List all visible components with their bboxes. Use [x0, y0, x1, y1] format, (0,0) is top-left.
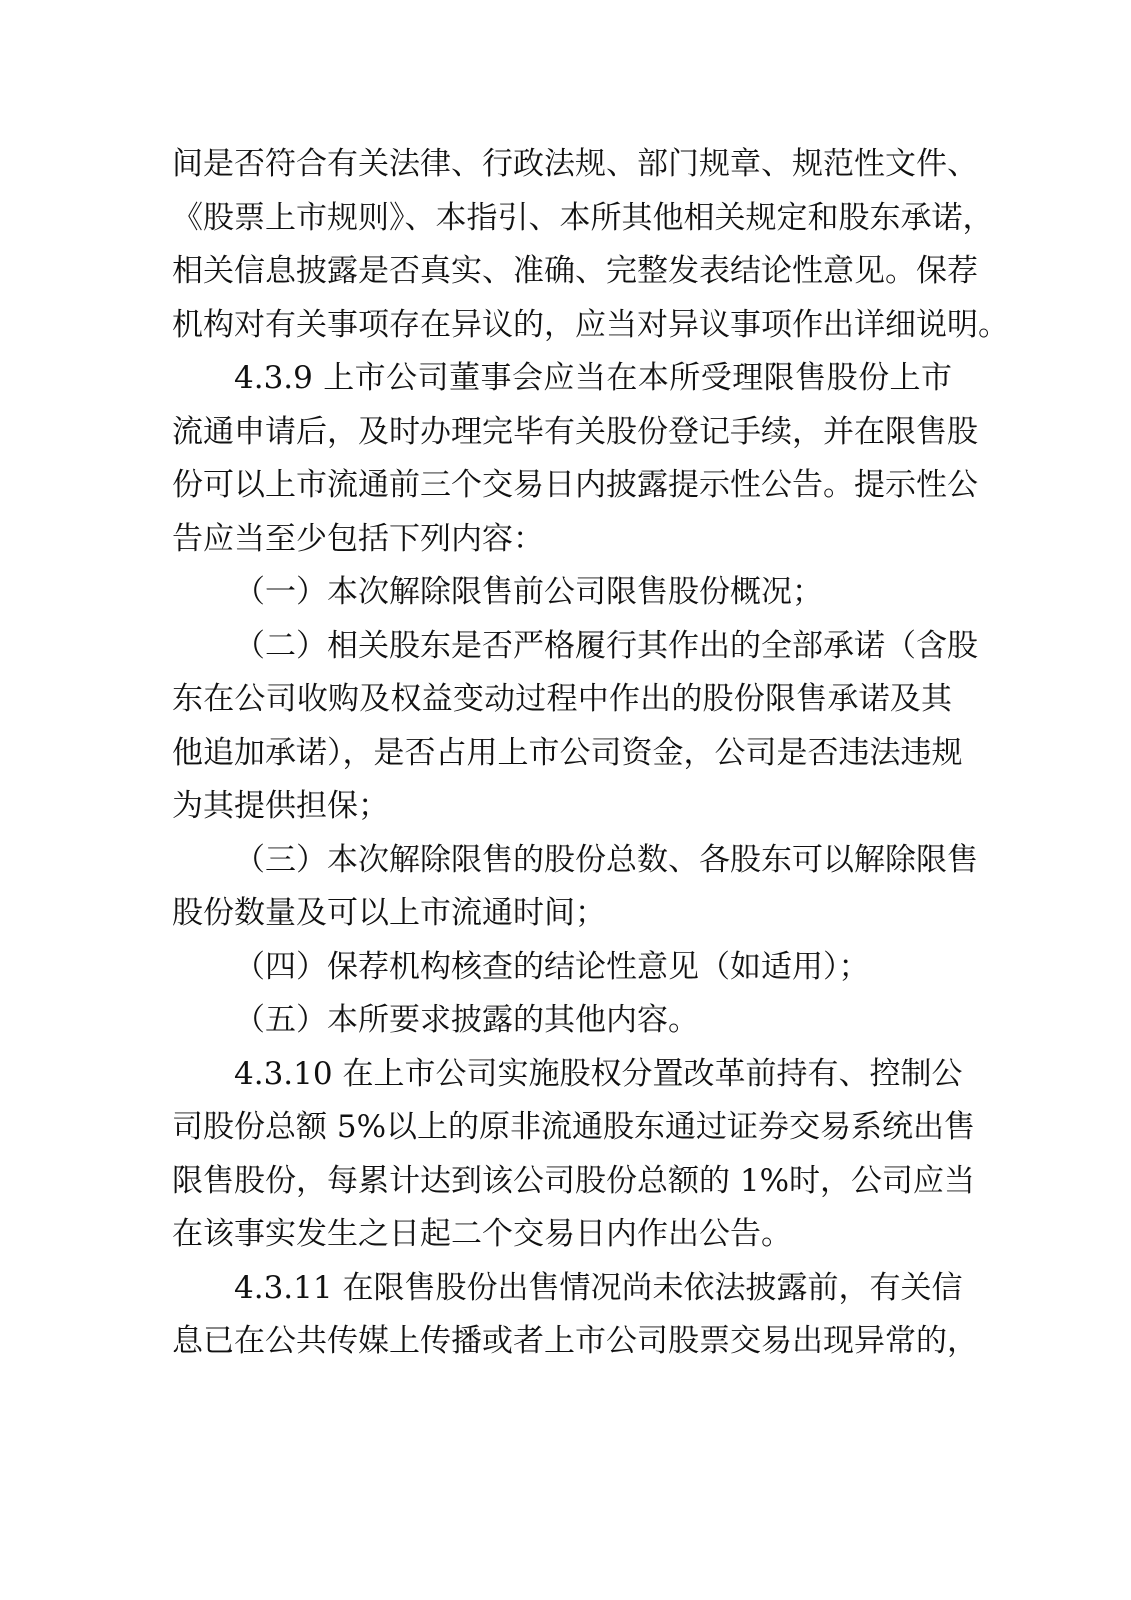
article-4-3-11-first-line: 4.3.11 在限售股份出售情况尚未依法披露前，有关信 [234, 1269, 963, 1306]
list-item-5: （五）本所要求披露的其他内容。 [234, 1002, 699, 1038]
body-line: 息已在公共传媒上传播或者上市公司股票交易出现异常的， [172, 1323, 978, 1359]
list-item-3-first-line: （三）本次解除限售的股份总数、各股东可以解除限售 [234, 841, 978, 878]
body-line: 流通申请后，及时办理完毕有关股份登记手续，并在限售股 [172, 413, 978, 450]
list-item-1: （一）本次解除限售前公司限售股份概况； [234, 574, 823, 610]
article-4-3-10-first-line: 4.3.10 在上市公司实施股权分置改革前持有、控制公 [234, 1055, 963, 1092]
body-line: 《股票上市规则》、本指引、本所其他相关规定和股东承诺， [172, 199, 994, 236]
list-item-4: （四）保荐机构核查的结论性意见（如适用）； [234, 948, 870, 985]
body-line: 司股份总额 5%以上的原非流通股东通过证券交易系统出售 [172, 1109, 976, 1145]
article-4-3-9-first-line: 4.3.9 上市公司董事会应当在本所受理限售股份上市 [234, 360, 952, 396]
body-line: 东在公司收购及权益变动过程中作出的股份限售承诺及其 [172, 681, 952, 717]
body-line: 在该事实发生之日起二个交易日内作出公告。 [172, 1216, 792, 1252]
body-line: 份可以上市流通前三个交易日内披露提示性公告。提示性公 [172, 467, 978, 503]
list-item-2-first-line: （二）相关股东是否严格履行其作出的全部承诺（含股 [234, 627, 978, 664]
body-line: 为其提供担保； [172, 788, 389, 824]
body-line: 股份数量及可以上市流通时间； [172, 895, 606, 931]
body-line: 告应当至少包括下列内容： [172, 520, 544, 557]
body-line: 相关信息披露是否真实、准确、完整发表结论性意见。保荐 [172, 253, 978, 289]
body-line: 机构对有关事项存在异议的，应当对异议事项作出详细说明。 [172, 306, 1009, 343]
body-line: 间是否符合有关法律、行政法规、部门规章、规范性文件、 [172, 146, 978, 182]
body-line: 他追加承诺），是否占用上市公司资金，公司是否违法违规 [172, 734, 963, 771]
body-line: 限售股份，每累计达到该公司股份总额的 1%时，公司应当 [172, 1162, 976, 1199]
document-body [172, 138, 1009, 1369]
